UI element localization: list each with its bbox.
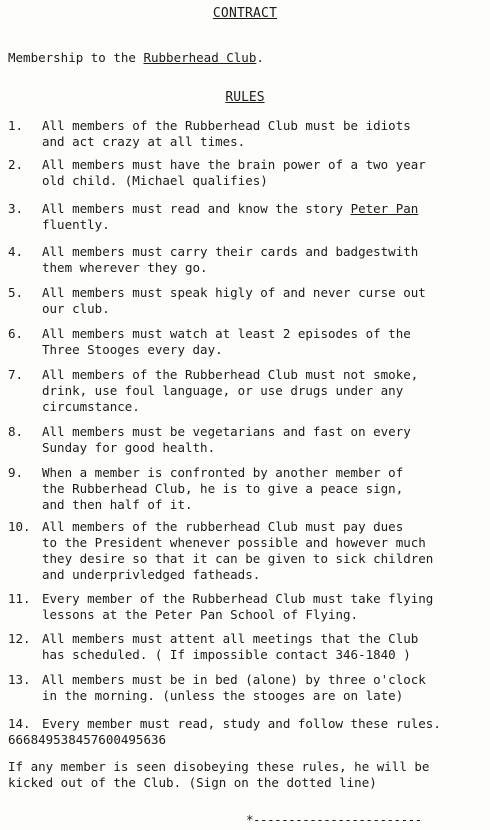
rule-number: 9. [8,465,24,480]
rule-text: All members of the Rubberhead Club must be idiots [42,118,411,133]
peter-pan-title: Peter Pan [350,201,419,216]
rule-text: Every member must read, study and follow these rules. [42,716,441,731]
rule-text: All members must speak higly of and never curse out [42,285,426,300]
intro-club-name: Rubberhead Club [143,50,257,65]
rule-6 [8,326,486,358]
rule-text: All members must carry their cards and badgestwith [42,244,419,259]
closing-line: If any member is seen disobeying these rules, he will be [8,759,430,774]
rule-14 [8,716,486,748]
intro-suffix: . [256,50,264,65]
rule-text: and underprivledged fatheads. [42,567,261,582]
signature-dotted-line[interactable]: *------------------------ [246,812,422,827]
rule-text: has scheduled. ( If impossible contact 346-1840 ) [42,647,411,662]
rule-4 [8,244,486,276]
intro-prefix: Membership to the [8,50,144,65]
membership-intro [8,50,264,65]
rule-text: Every member of the Rubberhead Club must take flying [42,591,434,606]
rule-number: 4. [8,244,24,259]
rule-text: and then half of it. [42,497,193,512]
rule-text: All members must read and know the story Peter Pan [42,201,419,216]
closing-line: kicked out of the Club. (Sign on the dotted line) [8,775,377,790]
closing-statement [8,759,429,791]
rule-number: 6. [8,326,24,341]
rule-text: All members must watch at least 2 episodes of the [42,326,411,341]
rule-text: to the President whenever possible and however much [42,535,426,550]
rule-text: When a member is confronted by another member of [42,465,404,480]
rule-number: 3. [8,201,24,216]
contract-title: CONTRACT [212,6,278,21]
rule-text: All members must have the brain power of a two year [42,157,426,172]
rule-3 [8,201,486,233]
rule-text: All members must attent all meetings that the Club [42,631,419,646]
rule-2 [8,157,486,189]
rule-number: 11. [8,591,31,606]
rule-text: them wherever they go. [42,260,208,275]
rules-heading: RULES [225,90,265,105]
rule-number: 5. [8,285,24,300]
rule-number: 8. [8,424,24,439]
rule-number: 12. [8,631,31,646]
rule-number: 2. [8,157,24,172]
rule-11 [8,591,486,623]
rule-text: Three Stooges every day. [42,342,223,357]
rule-number: 1. [8,118,24,133]
rule-7 [8,367,486,415]
rule-5 [8,285,486,317]
rule-13 [8,672,486,704]
rule-10 [8,519,486,583]
rule-text: All members of the Rubberhead Club must not smoke, [42,367,419,382]
rule-text: fluently. [42,217,110,232]
rule-text: lessons at the Peter Pan School of Flying. [42,607,359,622]
rule-12 [8,631,486,663]
rule-text: in the morning. (unless the stooges are on late) [42,688,404,703]
rule-text: All members must be vegetarians and fast on every [42,424,411,439]
rule-number: 13. [8,672,31,687]
rule-text: drink, use foul language, or use drugs under any [42,383,404,398]
rule-text: and act crazy at all times. [42,134,246,149]
rule-9 [8,465,486,513]
rule-text: Sunday for good health. [42,440,216,455]
rule-1 [8,118,486,150]
rule-text: circumstance. [42,399,140,414]
rule-text-overtyped-digits: 666849538457600495636 [8,732,167,747]
rule-text: All members of the rubberhead Club must pay dues [42,519,404,534]
rule-8 [8,424,486,456]
rule-text: our club. [42,301,110,316]
rule-number: 7. [8,367,24,382]
rule-text: the Rubberhead Club, he is to give a peace sign, [42,481,404,496]
rule-text: they desire so that it can be given to sick children [42,551,434,566]
rule-text: All members must be in bed (alone) by three o'clock [42,672,426,687]
rule-text: old child. (Michael qualifies) [42,173,268,188]
rule-number: 14. [8,716,31,731]
rule-number: 10. [8,519,31,534]
